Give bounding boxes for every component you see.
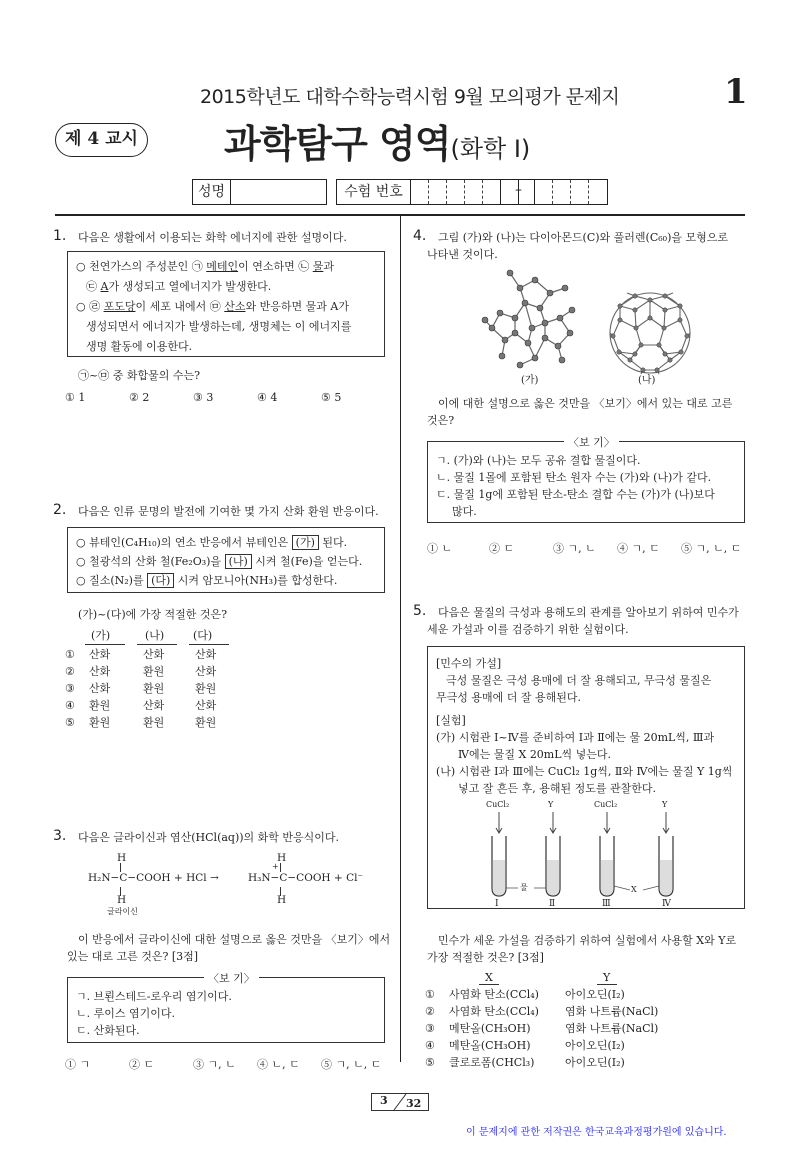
q1-choice-2[interactable]: ② 2 [129,391,150,404]
q5-stem-line2: 세운 가설과 이를 검증하기 위한 실험이다. [427,623,629,636]
q4-stem-line2: 나타낸 것이다. [427,248,498,261]
q3-number: 3. [53,828,67,844]
q4-choice-5[interactable]: ⑤ ㄱ, ㄴ, ㄷ [681,542,742,555]
q1-choice-3[interactable]: ③ 3 [193,391,214,404]
q5-stem-line1: 다음은 물질의 극성과 용해도의 관계를 알아보기 위하여 민수가 [438,606,739,619]
q1-box: ○ 천연가스의 주성분인 ㉠ 메테인이 연소하면 ㉡ 물과 ㉢ A가 생성되고 열에너지가 발생한다. ○ ㉣ 포도당이 세포 내에서 ㉤ 산소와 반응하면 물과 A가 생성되면서 에너지가 발생하는데, 생명체는 이 에너지를 생명 활동에 이용한다. [67,251,385,357]
q1-number: 1. [53,228,67,244]
q5-answer-table: X Y ① 사염화 탄소(CCl₄) 아이오딘(I₂) ② 사염화 탄소(CCl₄) 염화 나트륨(NaCl) ③ 메탄올(CH₃OH) 염화 나트륨(NaCl) ④ 메탄올(CH₃OH) 아이오딘(I₂) ⑤ 클로로폼(CHCl₃) 아이오딘(I₂) [425,971,659,1069]
q3-question-line2: 있는 대로 고른 것은? [3점] [67,950,199,963]
q4-choice-4[interactable]: ④ ㄱ, ㄷ [617,542,660,555]
page-current: 3 [380,1094,388,1107]
q3-bogi-box: 〈보 기〉 ㄱ. 브뢴스테드-로우리 염기이다. ㄴ. 루이스 염기이다. ㄷ. 산화된다. [67,977,385,1043]
q5-number: 5. [413,603,427,619]
q5-question-line2: 가장 적절한 것은? [3점] [427,951,544,964]
copyright-note: 이 문제지에 관한 저작권은 한국교육과정평가원에 있습니다. [466,1127,727,1138]
page-total: 32 [406,1097,422,1110]
q1-stem: 다음은 생활에서 이용되는 화학 에너지에 관한 설명이다. [78,231,347,244]
q3-equation: H H₂N−C−COOH + HCl → H 글라이신 H + H₃N−C−COOH + Cl⁻ H [88,852,363,916]
subject-title [224,113,530,168]
name-field[interactable] [192,179,327,205]
q1-choice-1[interactable]: ① 1 [65,391,86,404]
q4-choice-3[interactable]: ③ ㄱ, ㄴ [553,542,596,555]
q4-stem-line1: 그림 (가)와 (나)는 다이아몬드(C)와 풀러렌(C₆₀)을 모형으로 [438,231,728,244]
q2-number: 2. [53,502,67,518]
q4-question-line1: 이에 대한 설명으로 옳은 것만을 〈보기〉에서 있는 대로 고른 [438,397,733,410]
name-label: 성명 [193,180,231,204]
q2-answer-table: (가) (나) (다) ① 산화 산화 산화 ② 산화 환원 산화 ③ 산화 환원 환원 ④ 환원 산화 산화 ⑤ 환원 환원 환원 [65,627,235,731]
q1-question: ㉠~㉤ 중 화합물의 수는? [78,369,200,382]
q2-question: (가)~(다)에 가장 적절한 것은? [78,608,228,621]
q2-stem: 다음은 인류 문명의 발전에 기여한 몇 가지 산화 환원 반응이다. [78,505,379,518]
exam-number-label: 수험 번호 [337,180,411,204]
q5-experiment-box: [민수의 가설] 극성 물질은 극성 용매에 더 잘 용해되고, 무극성 물질은 무극성 용매에 더 잘 용해된다. [실험] (가) 시험관 Ⅰ~Ⅳ를 준비하여 Ⅰ과 Ⅱ에는 물 20mL씩, Ⅲ과 Ⅳ에는 물질 X 20mL씩 넣는다. (나) 시험관 Ⅰ과 Ⅲ에는 CuCl₂ 1g씩, Ⅱ와 Ⅳ에는 물질 Y 1g씩 넣고 잘 흔든 후, 용해된 정도를 관찰한다. [427,646,745,909]
column-divider [400,214,401,1062]
glycine-label: 글라이신 [107,907,138,916]
q3-choice-3[interactable]: ③ ㄱ, ㄴ [193,1058,236,1071]
q4-label-b: (나) [638,375,656,386]
q1-choice-4[interactable]: ④ 4 [257,391,278,404]
page-number: 1 [724,72,748,112]
diamond-structure-icon [480,268,580,370]
q2-box: ○ 뷰테인(C₄H₁₀)의 연소 반응에서 뷰테인은 (가) 된다. ○ 철광석의 산화 철(Fe₂O₃)을 (나) 시켜 철(Fe)을 얻는다. ○ 질소(N₂)를 (다) 시켜 암모니아(NH₃)를 합성한다. [67,527,385,593]
q1-choice-5[interactable]: ⑤ 5 [321,391,342,404]
q4-number: 4. [413,228,427,244]
q3-choice-5[interactable]: ⑤ ㄱ, ㄴ, ㄷ [321,1058,382,1071]
q4-bogi-box: 〈보 기〉 ㄱ. (가)와 (나)는 모두 공유 결합 물질이다. ㄴ. 물질 1몰에 포함된 탄소 원자 수는 (가)와 (나)가 같다. ㄷ. 물질 1g에 포함된 탄소-탄소 결합 수는 (가)가 (나)보다 많다. [427,441,745,523]
q5-question-line1: 민수가 세운 가설을 검증하기 위하여 실험에서 사용할 X와 Y로 [438,934,737,947]
subject-sub: (화학 I) [450,135,531,163]
subject-main: 과학탐구 영역 [224,122,451,166]
q3-stem: 다음은 글라이신과 염산(HCl(aq))의 화학 반응식이다. [78,831,340,844]
q3-choice-1[interactable]: ① ㄱ [65,1058,91,1071]
fullerene-structure-icon [605,288,695,378]
q3-question-line1: 이 반응에서 글라이신에 대한 설명으로 옳은 것만을 〈보기〉에서 [78,933,391,946]
q3-choice-2[interactable]: ② ㄷ [129,1058,155,1071]
page-indicator [371,1093,429,1111]
exam-title: 2015학년도 대학수학능력시험 9월 모의평가 문제지 [200,86,620,108]
q4-label-a: (가) [521,375,539,386]
q4-choice-2[interactable]: ② ㄷ [489,542,515,555]
q5-test-tubes: CuCl₂ Y CuCl₂ Y 물 X Ⅰ Ⅱ Ⅲ Ⅳ [486,800,671,909]
period-badge: 제 4 교시 [55,123,148,157]
q4-choice-1[interactable]: ① ㄴ [427,542,453,555]
q3-choice-4[interactable]: ④ ㄴ, ㄷ [257,1058,300,1071]
q4-question-line2: 것은? [427,414,455,427]
exam-number-field[interactable]: 수험 번호 – [336,179,608,205]
